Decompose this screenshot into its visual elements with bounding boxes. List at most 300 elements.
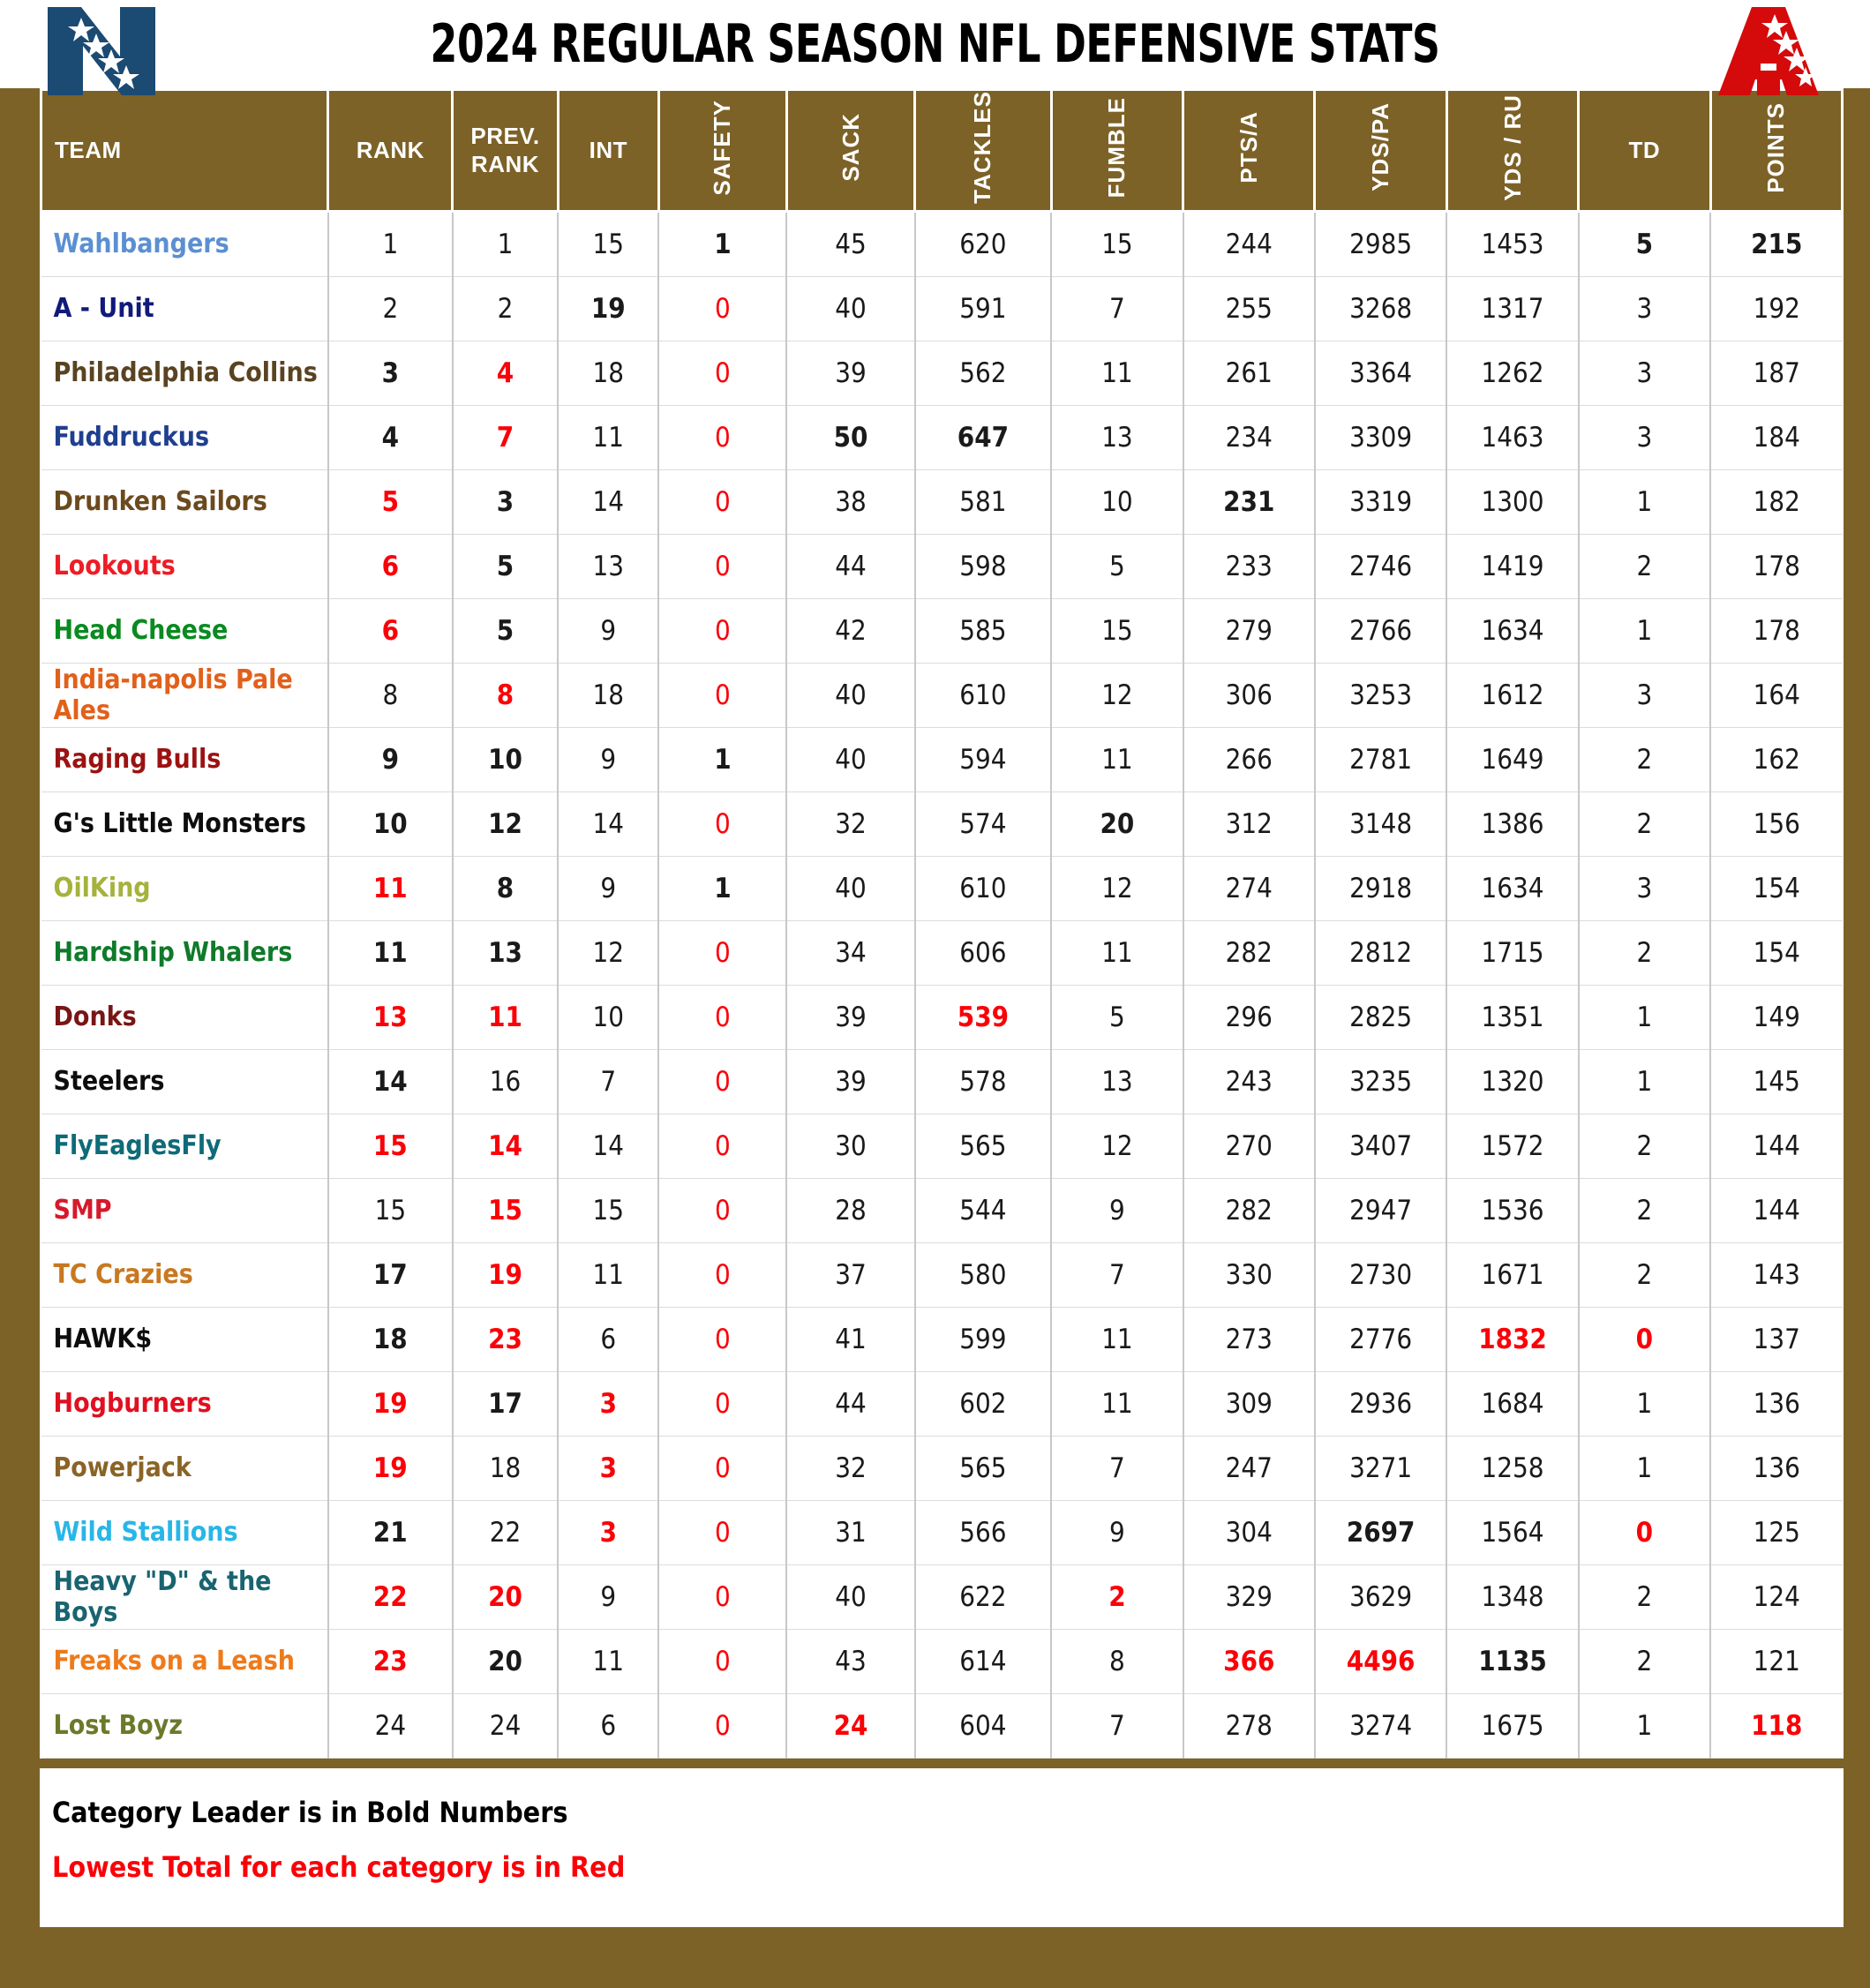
stat-cell-points: 124	[1710, 1564, 1842, 1629]
stat-cell-ydsru: 1300	[1446, 469, 1578, 534]
stat-cell-int: 11	[558, 405, 658, 469]
stat-cell-ptsa: 279	[1183, 598, 1315, 663]
stat-cell-ptsa: 282	[1183, 920, 1315, 985]
stat-cell-sack: 40	[786, 276, 914, 341]
stat-cell-td: 2	[1579, 1242, 1710, 1307]
stat-cell-rank: 19	[328, 1371, 453, 1436]
stat-cell-int: 15	[558, 1178, 658, 1242]
nfc-logo	[35, 2, 168, 101]
stat-cell-prev: 5	[453, 598, 558, 663]
column-header-tackles[interactable]	[915, 90, 1052, 212]
stat-cell-rank: 18	[328, 1307, 453, 1371]
stat-cell-safety: 1	[658, 856, 786, 920]
stat-cell-points: 136	[1710, 1436, 1842, 1500]
stat-cell-prev: 4	[453, 341, 558, 405]
note-red-legend: Lowest Total for each category is in Red	[52, 1849, 626, 1884]
stat-cell-ydspa: 3364	[1315, 341, 1446, 405]
stat-cell-ptsa: 233	[1183, 534, 1315, 598]
stat-cell-fumble: 11	[1051, 341, 1183, 405]
stat-cell-points: 192	[1710, 276, 1842, 341]
stat-cell-prev: 11	[453, 985, 558, 1049]
stat-cell-ydsru: 1320	[1446, 1049, 1578, 1114]
stat-cell-safety: 0	[658, 1307, 786, 1371]
header-label-points: POINTS	[1762, 101, 1790, 193]
table-row	[41, 727, 1843, 791]
stat-cell-fumble: 7	[1051, 1693, 1183, 1758]
stat-cell-int: 3	[558, 1436, 658, 1500]
stat-cell-ydspa: 2766	[1315, 598, 1446, 663]
stat-cell-ydsru: 1684	[1446, 1371, 1578, 1436]
stat-cell-prev: 7	[453, 405, 558, 469]
stat-cell-prev: 3	[453, 469, 558, 534]
column-header-int[interactable]	[558, 90, 658, 212]
stat-cell-ydsru: 1536	[1446, 1178, 1578, 1242]
stat-cell-int: 6	[558, 1307, 658, 1371]
stat-cell-int: 12	[558, 920, 658, 985]
stat-cell-safety: 0	[658, 405, 786, 469]
header-label-td: TD	[1628, 136, 1661, 163]
stat-cell-rank: 23	[328, 1629, 453, 1693]
team-name-cell: Hardship Whalers	[41, 920, 328, 985]
stat-cell-td: 1	[1579, 1371, 1710, 1436]
stat-cell-tackles: 604	[915, 1693, 1052, 1758]
stat-cell-points: 154	[1710, 920, 1842, 985]
stat-cell-ydspa: 2985	[1315, 211, 1446, 276]
stat-cell-sack: 39	[786, 341, 914, 405]
header-label-safety: SAFETY	[709, 99, 736, 196]
stat-cell-rank: 11	[328, 856, 453, 920]
stat-cell-tackles: 598	[915, 534, 1052, 598]
column-header-rank[interactable]	[328, 90, 453, 212]
stat-cell-tackles: 614	[915, 1629, 1052, 1693]
stat-cell-ydsru: 1634	[1446, 598, 1578, 663]
stat-cell-prev: 15	[453, 1178, 558, 1242]
table-row	[41, 791, 1843, 856]
stat-cell-fumble: 13	[1051, 1049, 1183, 1114]
stat-cell-fumble: 13	[1051, 405, 1183, 469]
stat-cell-sack: 32	[786, 1436, 914, 1500]
stat-cell-safety: 0	[658, 1242, 786, 1307]
stat-cell-int: 9	[558, 856, 658, 920]
stat-cell-rank: 10	[328, 791, 453, 856]
stat-cell-ptsa: 329	[1183, 1564, 1315, 1629]
header-label-ydspa: YDS/PA	[1367, 102, 1394, 192]
stat-cell-ydsru: 1832	[1446, 1307, 1578, 1371]
stat-cell-points: 137	[1710, 1307, 1842, 1371]
header-label-ptsa: PTS/A	[1235, 111, 1262, 184]
stat-cell-ydsru: 1564	[1446, 1500, 1578, 1564]
stat-cell-ptsa: 274	[1183, 856, 1315, 920]
stat-cell-ptsa: 261	[1183, 341, 1315, 405]
stat-cell-ptsa: 231	[1183, 469, 1315, 534]
header-label-prev-line1: PREV.	[470, 122, 540, 149]
stat-cell-ydspa: 3319	[1315, 469, 1446, 534]
stat-cell-prev: 14	[453, 1114, 558, 1178]
stat-cell-fumble: 20	[1051, 791, 1183, 856]
stat-cell-tackles: 620	[915, 211, 1052, 276]
stat-cell-ptsa: 306	[1183, 663, 1315, 727]
stat-cell-rank: 3	[328, 341, 453, 405]
team-name-cell: India-napolis Pale Ales	[41, 663, 328, 727]
stat-cell-fumble: 11	[1051, 727, 1183, 791]
stat-cell-sack: 40	[786, 727, 914, 791]
stat-cell-sack: 42	[786, 598, 914, 663]
stat-cell-sack: 39	[786, 985, 914, 1049]
team-name-cell: A - Unit	[41, 276, 328, 341]
stat-cell-points: 145	[1710, 1049, 1842, 1114]
stat-cell-tackles: 647	[915, 405, 1052, 469]
stat-cell-rank: 5	[328, 469, 453, 534]
column-header-sack[interactable]	[786, 90, 914, 212]
stat-cell-safety: 0	[658, 1629, 786, 1693]
stat-cell-rank: 6	[328, 598, 453, 663]
stat-cell-ptsa: 330	[1183, 1242, 1315, 1307]
stat-cell-ydsru: 1715	[1446, 920, 1578, 985]
stat-cell-ydspa: 3235	[1315, 1049, 1446, 1114]
table-row	[41, 1114, 1843, 1178]
stat-cell-td: 2	[1579, 534, 1710, 598]
stat-cell-tackles: 622	[915, 1564, 1052, 1629]
stat-cell-ptsa: 296	[1183, 985, 1315, 1049]
stat-cell-int: 11	[558, 1242, 658, 1307]
stat-cell-rank: 14	[328, 1049, 453, 1114]
stat-cell-td: 0	[1579, 1307, 1710, 1371]
stat-cell-td: 2	[1579, 727, 1710, 791]
column-header-yds-rushing[interactable]	[1446, 90, 1578, 212]
stat-cell-tackles: 610	[915, 663, 1052, 727]
team-name-cell: G's Little Monsters	[41, 791, 328, 856]
stat-cell-ydspa: 2776	[1315, 1307, 1446, 1371]
stat-cell-ydspa: 2947	[1315, 1178, 1446, 1242]
stat-cell-td: 2	[1579, 920, 1710, 985]
stat-cell-fumble: 7	[1051, 1242, 1183, 1307]
stat-cell-safety: 0	[658, 469, 786, 534]
stat-cell-tackles: 578	[915, 1049, 1052, 1114]
stat-cell-ydspa: 3148	[1315, 791, 1446, 856]
stat-cell-prev: 2	[453, 276, 558, 341]
stat-cell-points: 164	[1710, 663, 1842, 727]
table-row	[41, 598, 1843, 663]
stat-cell-int: 7	[558, 1049, 658, 1114]
stat-cell-points: 215	[1710, 211, 1842, 276]
stat-cell-fumble: 9	[1051, 1178, 1183, 1242]
stat-cell-sack: 45	[786, 211, 914, 276]
stat-cell-safety: 1	[658, 211, 786, 276]
stat-cell-fumble: 10	[1051, 469, 1183, 534]
stat-cell-sack: 44	[786, 1371, 914, 1436]
stat-cell-ydsru: 1634	[1446, 856, 1578, 920]
stat-cell-safety: 0	[658, 1500, 786, 1564]
stat-cell-rank: 22	[328, 1564, 453, 1629]
stat-cell-prev: 16	[453, 1049, 558, 1114]
stat-cell-tackles: 591	[915, 276, 1052, 341]
stat-cell-prev: 1	[453, 211, 558, 276]
stat-cell-td: 1	[1579, 1693, 1710, 1758]
stat-cell-ydspa: 4496	[1315, 1629, 1446, 1693]
stat-cell-points: 178	[1710, 598, 1842, 663]
team-name-cell: FlyEaglesFly	[41, 1114, 328, 1178]
stat-cell-rank: 1	[328, 211, 453, 276]
stat-cell-sack: 31	[786, 1500, 914, 1564]
stat-cell-fumble: 5	[1051, 534, 1183, 598]
stat-cell-ptsa: 309	[1183, 1371, 1315, 1436]
stat-cell-rank: 15	[328, 1178, 453, 1242]
stat-cell-points: 178	[1710, 534, 1842, 598]
stat-cell-ydspa: 3274	[1315, 1693, 1446, 1758]
stat-cell-rank: 24	[328, 1693, 453, 1758]
stat-cell-ydspa: 2918	[1315, 856, 1446, 920]
stat-cell-ydspa: 2936	[1315, 1371, 1446, 1436]
stat-cell-rank: 13	[328, 985, 453, 1049]
stat-cell-tackles: 539	[915, 985, 1052, 1049]
team-name-cell: OilKing	[41, 856, 328, 920]
stat-cell-ptsa: 273	[1183, 1307, 1315, 1371]
stat-cell-sack: 34	[786, 920, 914, 985]
stat-cell-prev: 17	[453, 1371, 558, 1436]
stat-cell-ydspa: 3407	[1315, 1114, 1446, 1178]
header-label-fumble: FUMBLE	[1103, 96, 1130, 199]
stat-cell-prev: 23	[453, 1307, 558, 1371]
stat-cell-int: 14	[558, 1114, 658, 1178]
stat-cell-ydsru: 1386	[1446, 791, 1578, 856]
stat-cell-ptsa: 282	[1183, 1178, 1315, 1242]
stat-cell-points: 125	[1710, 1500, 1842, 1564]
stat-cell-prev: 20	[453, 1629, 558, 1693]
stat-cell-safety: 0	[658, 1564, 786, 1629]
stat-cell-tackles: 562	[915, 341, 1052, 405]
stat-cell-safety: 0	[658, 1049, 786, 1114]
stat-cell-rank: 4	[328, 405, 453, 469]
stat-cell-points: 156	[1710, 791, 1842, 856]
stat-cell-points: 154	[1710, 856, 1842, 920]
team-name-cell: Philadelphia Collins	[41, 341, 328, 405]
stat-cell-sack: 28	[786, 1178, 914, 1242]
stat-cell-ydspa: 2812	[1315, 920, 1446, 985]
stat-cell-points: 144	[1710, 1178, 1842, 1242]
stat-cell-points: 121	[1710, 1629, 1842, 1693]
stat-cell-prev: 19	[453, 1242, 558, 1307]
stat-cell-ydspa: 3309	[1315, 405, 1446, 469]
stat-cell-ydspa: 2746	[1315, 534, 1446, 598]
stat-cell-ptsa: 366	[1183, 1629, 1315, 1693]
stat-cell-ydspa: 3268	[1315, 276, 1446, 341]
stat-cell-tackles: 581	[915, 469, 1052, 534]
stat-cell-sack: 32	[786, 791, 914, 856]
stat-cell-sack: 44	[786, 534, 914, 598]
team-name-cell: Powerjack	[41, 1436, 328, 1500]
table-row	[41, 276, 1843, 341]
stat-cell-sack: 39	[786, 1049, 914, 1114]
table-row	[41, 534, 1843, 598]
stat-cell-ydsru: 1671	[1446, 1242, 1578, 1307]
stat-cell-int: 19	[558, 276, 658, 341]
column-header-safety[interactable]	[658, 90, 786, 212]
stat-cell-rank: 6	[328, 534, 453, 598]
column-header-team[interactable]	[41, 90, 328, 212]
stat-cell-ydsru: 1463	[1446, 405, 1578, 469]
stat-cell-ydsru: 1649	[1446, 727, 1578, 791]
stat-cell-points: 162	[1710, 727, 1842, 791]
stat-cell-int: 15	[558, 211, 658, 276]
stat-cell-int: 3	[558, 1371, 658, 1436]
table-row	[41, 920, 1843, 985]
stat-cell-ptsa: 312	[1183, 791, 1315, 856]
stat-cell-ydsru: 1351	[1446, 985, 1578, 1049]
stat-cell-tackles: 585	[915, 598, 1052, 663]
stat-cell-prev: 8	[453, 663, 558, 727]
stat-cell-prev: 18	[453, 1436, 558, 1500]
team-name-cell: TC Crazies	[41, 1242, 328, 1307]
stat-cell-safety: 0	[658, 276, 786, 341]
team-name-cell: Heavy "D" & the Boys	[41, 1564, 328, 1629]
header-label-prev-line2: RANK	[470, 151, 540, 178]
stat-cell-ydspa: 2781	[1315, 727, 1446, 791]
stat-cell-td: 3	[1579, 405, 1710, 469]
table-row	[41, 1500, 1843, 1564]
stat-cell-ydsru: 1348	[1446, 1564, 1578, 1629]
stat-cell-ptsa: 270	[1183, 1114, 1315, 1178]
stat-cell-ydspa: 3253	[1315, 663, 1446, 727]
stat-cell-ptsa: 255	[1183, 276, 1315, 341]
stat-cell-int: 9	[558, 598, 658, 663]
stat-cell-fumble: 15	[1051, 598, 1183, 663]
column-header-pts-allowed[interactable]	[1183, 90, 1315, 212]
team-name-cell: Freaks on a Leash	[41, 1629, 328, 1693]
stat-cell-ydsru: 1317	[1446, 276, 1578, 341]
stat-cell-points: 184	[1710, 405, 1842, 469]
stat-cell-td: 2	[1579, 1629, 1710, 1693]
stat-cell-safety: 0	[658, 1371, 786, 1436]
stat-cell-safety: 0	[658, 1114, 786, 1178]
header-label-rank: RANK	[356, 136, 424, 163]
table-row	[41, 663, 1843, 727]
stat-cell-int: 9	[558, 727, 658, 791]
stat-cell-tackles: 565	[915, 1436, 1052, 1500]
stat-cell-tackles: 610	[915, 856, 1052, 920]
header-row	[41, 90, 1843, 212]
header-label-sack: SACK	[837, 113, 864, 182]
stat-cell-ydsru: 1419	[1446, 534, 1578, 598]
table-row	[41, 405, 1843, 469]
title-band	[0, 0, 1870, 88]
stat-cell-td: 1	[1579, 1049, 1710, 1114]
stat-cell-ydsru: 1262	[1446, 341, 1578, 405]
stat-cell-safety: 0	[658, 598, 786, 663]
stat-cell-td: 1	[1579, 469, 1710, 534]
stat-cell-safety: 1	[658, 727, 786, 791]
stat-cell-tackles: 594	[915, 727, 1052, 791]
stat-cell-rank: 19	[328, 1436, 453, 1500]
stat-cell-fumble: 12	[1051, 1114, 1183, 1178]
column-header-fumble[interactable]	[1051, 90, 1183, 212]
stat-cell-td: 3	[1579, 341, 1710, 405]
stat-cell-td: 1	[1579, 598, 1710, 663]
team-name-cell: Lost Boyz	[41, 1693, 328, 1758]
stat-cell-prev: 22	[453, 1500, 558, 1564]
stat-cell-int: 14	[558, 469, 658, 534]
stat-cell-ydspa: 3271	[1315, 1436, 1446, 1500]
stat-cell-safety: 0	[658, 341, 786, 405]
stat-cell-fumble: 11	[1051, 920, 1183, 985]
stat-cell-ptsa: 266	[1183, 727, 1315, 791]
column-header-td[interactable]	[1579, 90, 1710, 212]
note-bold-legend: Category Leader is in Bold Numbers	[52, 1795, 568, 1829]
column-header-points[interactable]	[1710, 90, 1842, 212]
stat-cell-fumble: 11	[1051, 1371, 1183, 1436]
team-name-cell: Wild Stallions	[41, 1500, 328, 1564]
stat-cell-prev: 8	[453, 856, 558, 920]
stat-cell-ydsru: 1135	[1446, 1629, 1578, 1693]
table-row	[41, 1307, 1843, 1371]
stat-cell-ydsru: 1572	[1446, 1114, 1578, 1178]
stat-cell-ydsru: 1675	[1446, 1693, 1578, 1758]
stat-cell-sack: 40	[786, 856, 914, 920]
team-name-cell: Raging Bulls	[41, 727, 328, 791]
table-row	[41, 469, 1843, 534]
team-name-cell: Hogburners	[41, 1371, 328, 1436]
stat-cell-ptsa: 244	[1183, 211, 1315, 276]
table-row	[41, 1049, 1843, 1114]
defensive-stats-table	[40, 88, 1844, 1759]
stat-cell-prev: 10	[453, 727, 558, 791]
stat-cell-fumble: 7	[1051, 1436, 1183, 1500]
stat-cell-fumble: 8	[1051, 1629, 1183, 1693]
stat-cell-sack: 30	[786, 1114, 914, 1178]
stat-cell-points: 136	[1710, 1371, 1842, 1436]
stat-cell-td: 2	[1579, 791, 1710, 856]
stat-cell-prev: 13	[453, 920, 558, 985]
stat-cell-tackles: 580	[915, 1242, 1052, 1307]
stat-cell-tackles: 566	[915, 1500, 1052, 1564]
team-name-cell: SMP	[41, 1178, 328, 1242]
stat-cell-td: 3	[1579, 856, 1710, 920]
stat-cell-safety: 0	[658, 1436, 786, 1500]
page-title: 2024 REGULAR SEASON NFL DEFENSIVE STATS	[430, 13, 1440, 75]
column-header-prev-rank[interactable]	[453, 90, 558, 212]
stat-cell-safety: 0	[658, 1178, 786, 1242]
stat-cell-rank: 15	[328, 1114, 453, 1178]
stat-cell-fumble: 7	[1051, 276, 1183, 341]
table-row	[41, 985, 1843, 1049]
stat-cell-sack: 50	[786, 405, 914, 469]
team-name-cell: Fuddruckus	[41, 405, 328, 469]
stat-cell-fumble: 12	[1051, 663, 1183, 727]
stat-cell-ydspa: 3629	[1315, 1564, 1446, 1629]
column-header-yds-passing[interactable]	[1315, 90, 1446, 212]
stat-cell-tackles: 565	[915, 1114, 1052, 1178]
stat-cell-int: 11	[558, 1629, 658, 1693]
table-row	[41, 1564, 1843, 1629]
stat-cell-ptsa: 234	[1183, 405, 1315, 469]
table-row	[41, 1242, 1843, 1307]
stat-cell-sack: 41	[786, 1307, 914, 1371]
stat-cell-rank: 2	[328, 276, 453, 341]
stat-cell-fumble: 15	[1051, 211, 1183, 276]
stat-cell-tackles: 606	[915, 920, 1052, 985]
stat-cell-int: 14	[558, 791, 658, 856]
stats-table-wrap	[0, 88, 1870, 1927]
afc-logo	[1702, 2, 1835, 101]
stat-cell-ydspa: 2825	[1315, 985, 1446, 1049]
stat-cell-td: 3	[1579, 663, 1710, 727]
header-label-team: TEAM	[55, 136, 122, 163]
stat-cell-ptsa: 304	[1183, 1500, 1315, 1564]
stat-cell-td: 2	[1579, 1178, 1710, 1242]
stat-cell-int: 18	[558, 663, 658, 727]
stat-cell-fumble: 9	[1051, 1500, 1183, 1564]
table-row	[41, 341, 1843, 405]
stat-cell-ptsa: 243	[1183, 1049, 1315, 1114]
